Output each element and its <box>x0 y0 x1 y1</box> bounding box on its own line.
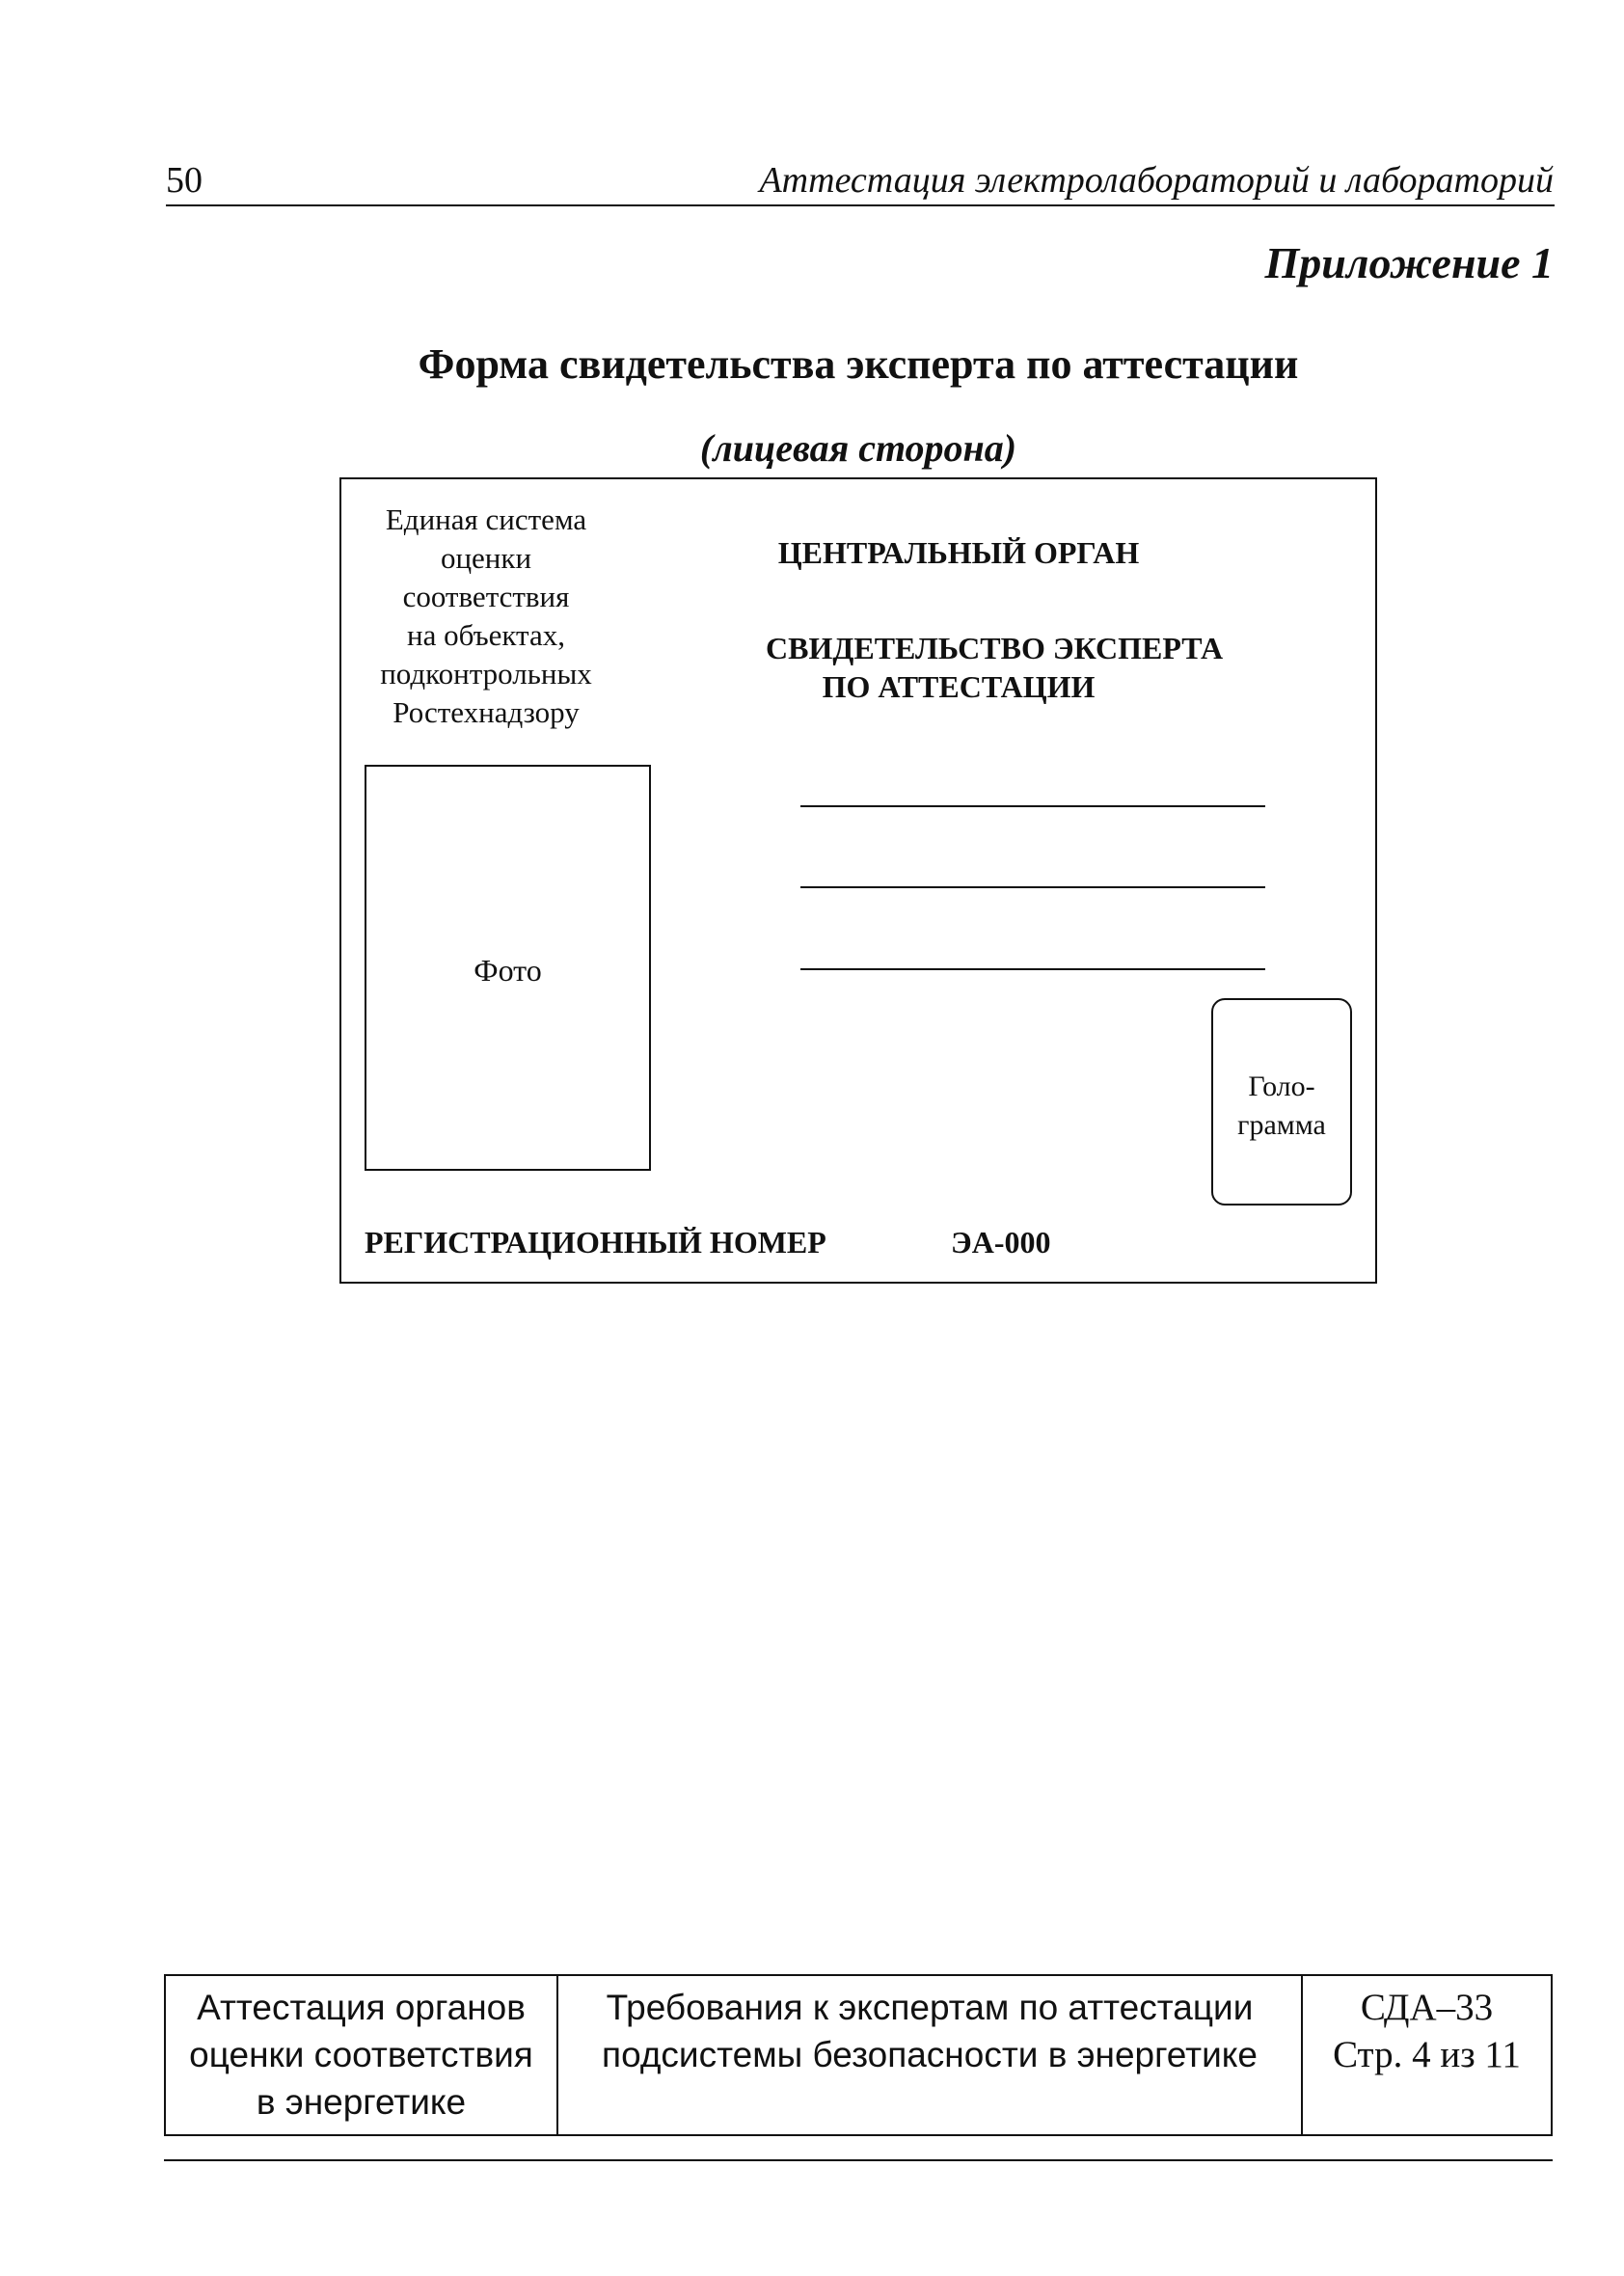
footer-text-line: Требования к экспертам по аттестации <box>606 1988 1254 2027</box>
hologram-placeholder <box>1211 998 1352 1206</box>
footer-table <box>164 1974 1553 2136</box>
registration-number-label: РЕГИСТРАЦИОННЫЙ НОМЕР <box>365 1225 826 1260</box>
footer-text-line: в энергетике <box>256 2082 467 2122</box>
appendix-label: Приложение 1 <box>1264 238 1554 287</box>
photo-placeholder <box>365 765 651 1171</box>
footer-text-line: СДА–33 <box>1360 1987 1494 2028</box>
hologram-label-line: Голо- <box>1248 1070 1315 1102</box>
footer-text-line: оценки соответствия <box>189 2035 533 2074</box>
blank-line <box>800 968 1265 970</box>
system-name-line: оценки <box>440 541 532 575</box>
header-rule <box>166 204 1555 206</box>
footer-text-line: подсистемы безопасности в энергетике <box>602 2035 1258 2074</box>
blank-line <box>800 886 1265 888</box>
system-name-line: подконтрольных <box>380 657 592 691</box>
blank-line <box>800 805 1265 807</box>
hologram-label <box>1213 1068 1350 1145</box>
footer-cell-document-code <box>1303 1976 1551 2134</box>
form-subtitle: (лицевая сторона) <box>699 426 1017 470</box>
registration-number-value: ЭА-000 <box>951 1225 1051 1260</box>
footer-rule <box>164 2159 1553 2161</box>
footer-cell-section <box>166 1976 558 2134</box>
system-name-line: на объектах, <box>407 618 565 652</box>
hologram-label-line: грамма <box>1237 1109 1326 1141</box>
certificate-title <box>766 629 1224 706</box>
footer-cell-document-title <box>558 1976 1303 2134</box>
organization-name: ЦЕНТРАЛЬНЫЙ ОРГАН <box>777 535 1140 570</box>
footer-text-line: Аттестация органов <box>197 1988 526 2027</box>
certificate-title-line: ПО АТТЕСТАЦИИ <box>822 669 1096 704</box>
running-title: Аттестация электролабораторий и лабораторий <box>759 160 1554 201</box>
photo-label: Фото <box>474 953 542 988</box>
footer-text-line: Стр. 4 из 11 <box>1333 2034 1521 2075</box>
system-name-line: Единая система <box>385 502 587 536</box>
certificate-title-line: СВИДЕТЕЛЬСТВО ЭКСПЕРТА <box>766 631 1224 665</box>
page-number: 50 <box>166 160 203 201</box>
system-name-line: Ростехнадзору <box>392 695 580 729</box>
certificate-card <box>339 477 1377 1284</box>
form-title: Форма свидетельства эксперта по аттестации <box>418 340 1299 388</box>
system-name-text <box>341 501 631 732</box>
system-name-line: соответствия <box>402 580 570 613</box>
